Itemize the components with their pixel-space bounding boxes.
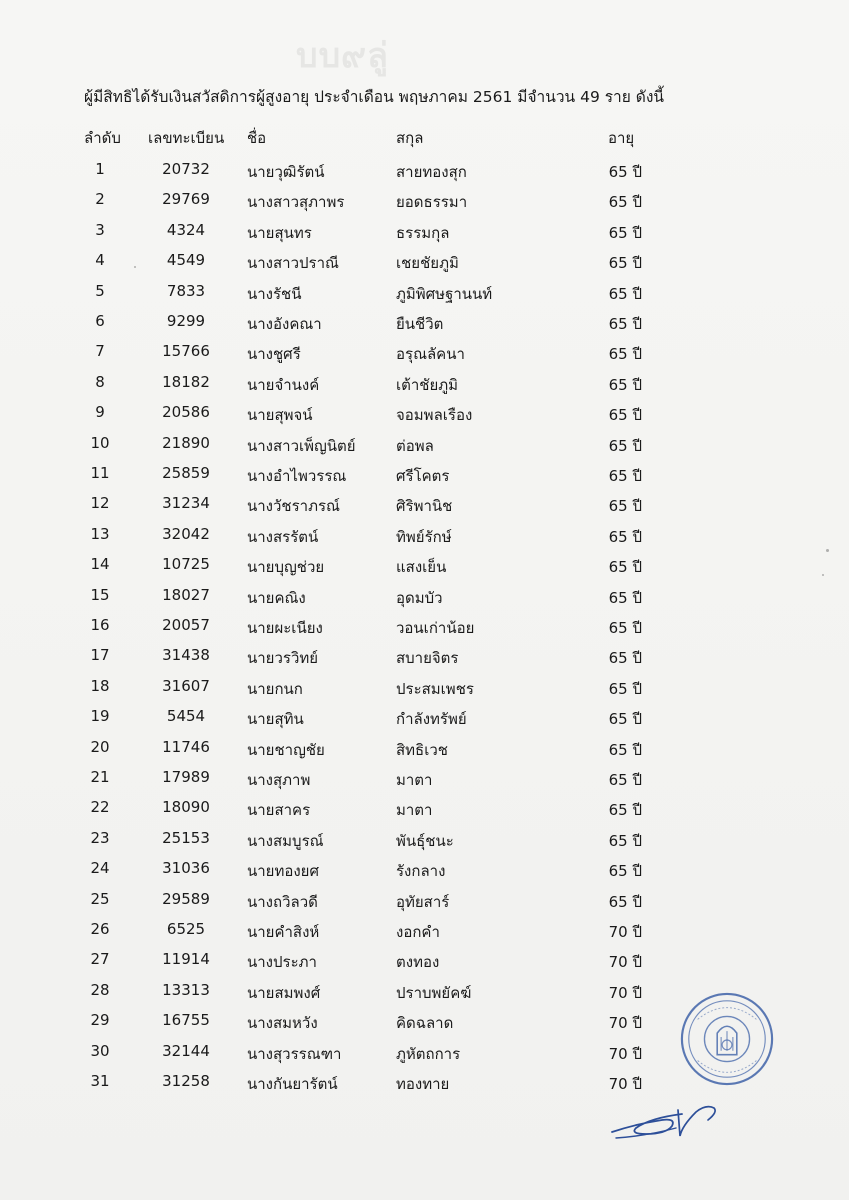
row-age: 65 ปี: [608, 436, 642, 455]
row-name: นางกันยารัตน์: [247, 1075, 338, 1093]
row-surname: วอนเก่าน้อย: [396, 619, 475, 637]
row-no: 26: [90, 920, 110, 938]
row-surname: สิทธิเวช: [396, 740, 448, 759]
table-header: [0, 126, 849, 152]
header-registration: เลขทะเบียน: [148, 129, 225, 147]
row-no: 11: [90, 464, 110, 482]
row-registration: 20057: [162, 616, 210, 634]
row-age: 65 ปี: [608, 223, 642, 242]
row-name: นายสมพงศ์: [247, 983, 321, 1002]
table-row: [0, 312, 849, 338]
row-name: นายวรวิทย์: [247, 649, 319, 668]
row-name: นางสมหวัง: [247, 1014, 318, 1033]
signature-icon: [606, 1098, 726, 1144]
row-surname: ศิริพานิช: [396, 497, 453, 516]
table-row: [0, 464, 849, 490]
row-surname: เชยชัยภูมิ: [396, 254, 459, 273]
row-name: นางสาวเพ็ญนิตย์: [247, 436, 356, 455]
row-registration: 7833: [166, 281, 206, 300]
row-no: 17: [90, 646, 110, 665]
row-name: นางชูศรี: [247, 345, 301, 364]
row-name: นางอังคณา: [247, 315, 322, 333]
table-row: [0, 616, 849, 642]
row-no: 18: [90, 676, 110, 695]
row-surname: อรุณลัคนา: [396, 345, 465, 364]
row-registration: 9299: [166, 312, 206, 330]
row-name: นางถวิลวดี: [247, 892, 318, 911]
row-no: 7: [95, 342, 105, 361]
row-age: 65 ปี: [608, 406, 642, 425]
row-no: 12: [90, 494, 110, 513]
row-registration: 25859: [162, 464, 210, 482]
row-age: 65 ปี: [608, 254, 642, 273]
row-name: นายจำนงค์: [247, 375, 320, 394]
row-surname: ทองทาย: [396, 1075, 450, 1093]
table-row: [0, 342, 849, 368]
row-no: 5: [95, 281, 105, 300]
row-age: 70 ปี: [608, 1044, 642, 1063]
row-registration: 32144: [162, 1041, 210, 1060]
row-no: 19: [90, 707, 110, 726]
row-registration: 15766: [162, 342, 210, 361]
row-name: นายกนก: [247, 679, 303, 698]
paper-speck: [134, 266, 136, 268]
row-no: 13: [90, 524, 110, 543]
row-age: 65 ปี: [608, 193, 642, 212]
row-registration: 4549: [166, 251, 206, 270]
row-age: 70 ปี: [608, 953, 642, 972]
row-name: นางประภา: [247, 953, 317, 972]
table-row: [0, 707, 849, 733]
row-surname: กำลังทรัพย์: [396, 710, 467, 729]
row-age: 65 ปี: [608, 831, 642, 850]
table-row: [0, 920, 849, 946]
row-surname: ปราบพยัคฆ์: [396, 983, 472, 1002]
row-name: นายวุฒิรัตน์: [247, 163, 325, 181]
row-registration: 21890: [162, 433, 210, 452]
row-no: 2: [95, 190, 105, 209]
row-registration: 20732: [162, 160, 210, 178]
header-age: อายุ: [608, 129, 635, 147]
row-name: นายทองยศ: [247, 862, 319, 881]
table-row: [0, 251, 849, 277]
row-registration: 18090: [162, 798, 210, 817]
row-age: 65 ปี: [608, 558, 642, 577]
row-registration: 31438: [162, 646, 210, 665]
row-surname: พันธุ์ชนะ: [396, 831, 454, 850]
row-name: นายคณิง: [247, 588, 306, 607]
row-registration: 31258: [162, 1072, 210, 1090]
row-no: 25: [90, 889, 110, 908]
row-registration: 4324: [166, 220, 206, 239]
row-no: 6: [95, 312, 105, 330]
row-age: 65 ปี: [608, 527, 642, 546]
row-surname: มาตา: [396, 801, 433, 820]
row-surname: ธรรมกุล: [396, 223, 450, 242]
row-registration: 5454: [166, 707, 206, 726]
table-row: [0, 434, 849, 460]
row-name: นายคำสิงห์: [247, 923, 320, 941]
row-registration: 31036: [162, 859, 210, 878]
row-surname: ตงทอง: [396, 953, 440, 972]
row-no: 15: [90, 585, 110, 604]
row-registration: 31234: [162, 494, 210, 513]
row-surname: ศรีโคตร: [396, 467, 450, 485]
row-age: 65 ปี: [608, 710, 642, 729]
row-no: 9: [95, 403, 105, 422]
row-name: นางสาวสุภาพร: [247, 193, 345, 212]
row-registration: 31607: [162, 676, 210, 695]
table-row: [0, 738, 849, 764]
row-registration: 32042: [162, 524, 210, 543]
row-age: 65 ปี: [608, 740, 642, 759]
table-row: [0, 221, 849, 247]
row-no: 3: [95, 220, 105, 239]
row-age: 65 ปี: [608, 862, 642, 881]
row-no: 1: [95, 160, 105, 178]
row-age: 65 ปี: [608, 892, 642, 911]
row-age: 65 ปี: [608, 345, 642, 364]
row-surname: อุทัยสาร์: [396, 892, 450, 911]
row-registration: 17989: [162, 768, 210, 786]
row-no: 4: [95, 251, 105, 270]
row-registration: 20586: [162, 403, 210, 422]
row-name: นายบุญช่วย: [247, 558, 325, 577]
row-surname: มาตา: [396, 771, 433, 789]
row-registration: 18027: [162, 585, 210, 604]
row-name: นางรัชนี: [247, 284, 302, 303]
row-surname: อุดมบัว: [396, 588, 443, 607]
row-name: นางสุภาพ: [247, 771, 311, 789]
row-name: นายชาญชัย: [247, 740, 325, 759]
row-registration: 29589: [162, 889, 210, 908]
table-row: [0, 890, 849, 916]
row-surname: ต่อพล: [396, 436, 434, 455]
row-age: 65 ปี: [608, 315, 642, 333]
row-surname: ยืนชีวิต: [396, 315, 444, 333]
official-seal-icon: [678, 990, 776, 1088]
row-no: 16: [90, 616, 110, 634]
table-row: [0, 586, 849, 612]
row-registration: 10725: [162, 555, 210, 574]
row-no: 29: [90, 1011, 110, 1030]
table-row: [0, 160, 849, 186]
table-row: [0, 525, 849, 551]
heading-text: ผู้มีสิทธิได้รับเงินสวัสดิการผู้สูงอายุ ประจำเดือน พฤษภาคม 2561 มีจำนวน 49 ราย ดังนี้: [84, 88, 665, 106]
row-age: 65 ปี: [608, 801, 642, 820]
table-row: [0, 190, 849, 216]
row-registration: 18182: [162, 372, 210, 391]
row-surname: ยอดธรรมา: [396, 193, 468, 212]
row-name: นางสาวปราณี: [247, 254, 339, 273]
row-surname: เต้าชัยภูมิ: [396, 375, 459, 394]
table-row: [0, 768, 849, 794]
row-registration: 25153: [162, 828, 210, 847]
row-registration: 11914: [162, 950, 210, 969]
row-surname: คิดฉลาด: [396, 1014, 454, 1033]
table-row: [0, 403, 849, 429]
row-name: นางวัชราภรณ์: [247, 497, 340, 516]
row-name: นายสุพจน์: [247, 406, 313, 425]
table-row: [0, 677, 849, 703]
row-age: 65 ปี: [608, 619, 642, 637]
paper-speck: [826, 549, 829, 552]
table-row: [0, 282, 849, 308]
row-name: นางสรรัตน์: [247, 527, 319, 546]
row-no: 31: [90, 1072, 110, 1090]
row-surname: ประสมเพชร: [396, 679, 474, 698]
row-surname: จอมพลเรือง: [396, 406, 473, 425]
row-registration: 6525: [166, 920, 206, 938]
row-no: 21: [90, 768, 110, 786]
header-no: ลำดับ: [84, 129, 121, 147]
row-name: นายสาคร: [247, 801, 311, 820]
table-row: [0, 859, 849, 885]
watermark-text: บบ๙ลู่: [296, 36, 389, 76]
document-heading: [84, 84, 664, 109]
row-registration: 11746: [162, 737, 210, 756]
row-no: 10: [90, 433, 110, 452]
row-age: 65 ปี: [608, 467, 642, 485]
row-age: 65 ปี: [608, 284, 642, 303]
row-registration: 13313: [162, 980, 210, 999]
row-no: 20: [90, 737, 110, 756]
paper-speck: [822, 574, 824, 576]
row-surname: ภูมิพิศษฐานนท์: [396, 284, 493, 303]
row-age: 65 ปี: [608, 375, 642, 394]
table-row: [0, 950, 849, 976]
row-surname: งอกคำ: [396, 923, 440, 941]
table-row: [0, 646, 849, 672]
row-age: 65 ปี: [608, 588, 642, 607]
row-age: 65 ปี: [608, 649, 642, 668]
row-surname: สายทองสุก: [396, 163, 467, 181]
row-name: นายสุทิน: [247, 710, 304, 729]
header-surname: สกุล: [396, 129, 424, 147]
row-name: นางอำไพวรรณ: [247, 467, 347, 485]
row-surname: รังกลาง: [396, 862, 446, 881]
header-name: ชื่อ: [247, 129, 267, 147]
row-no: 28: [90, 980, 110, 999]
row-name: นายสุนทร: [247, 223, 312, 242]
row-age: 70 ปี: [608, 1014, 642, 1033]
row-age: 70 ปี: [608, 923, 642, 941]
row-age: 65 ปี: [608, 771, 642, 789]
row-no: 30: [90, 1041, 110, 1060]
table-row: [0, 373, 849, 399]
row-age: 65 ปี: [608, 163, 642, 181]
table-row: [0, 829, 849, 855]
table-row: [0, 798, 849, 824]
row-no: 24: [90, 859, 110, 878]
table-row: [0, 494, 849, 520]
row-age: 65 ปี: [608, 679, 642, 698]
row-age: 65 ปี: [608, 497, 642, 516]
row-name: นางสุวรรณฑา: [247, 1044, 342, 1063]
table-row: [0, 555, 849, 581]
row-surname: ภูหัตถการ: [396, 1044, 461, 1063]
row-name: นางสมบูรณ์: [247, 831, 324, 850]
row-no: 14: [90, 555, 110, 574]
row-no: 22: [90, 798, 110, 817]
row-registration: 16755: [162, 1011, 210, 1030]
row-surname: ทิพย์รักษ์: [396, 527, 452, 546]
row-surname: สบายจิตร: [396, 649, 459, 668]
row-age: 70 ปี: [608, 983, 642, 1002]
row-no: 23: [90, 828, 110, 847]
row-registration: 29769: [162, 190, 210, 209]
row-name: นายผะเนียง: [247, 619, 323, 637]
row-surname: แสงเย็น: [396, 558, 447, 577]
row-no: 27: [90, 950, 110, 969]
row-no: 8: [95, 372, 105, 391]
row-age: 70 ปี: [608, 1075, 642, 1093]
